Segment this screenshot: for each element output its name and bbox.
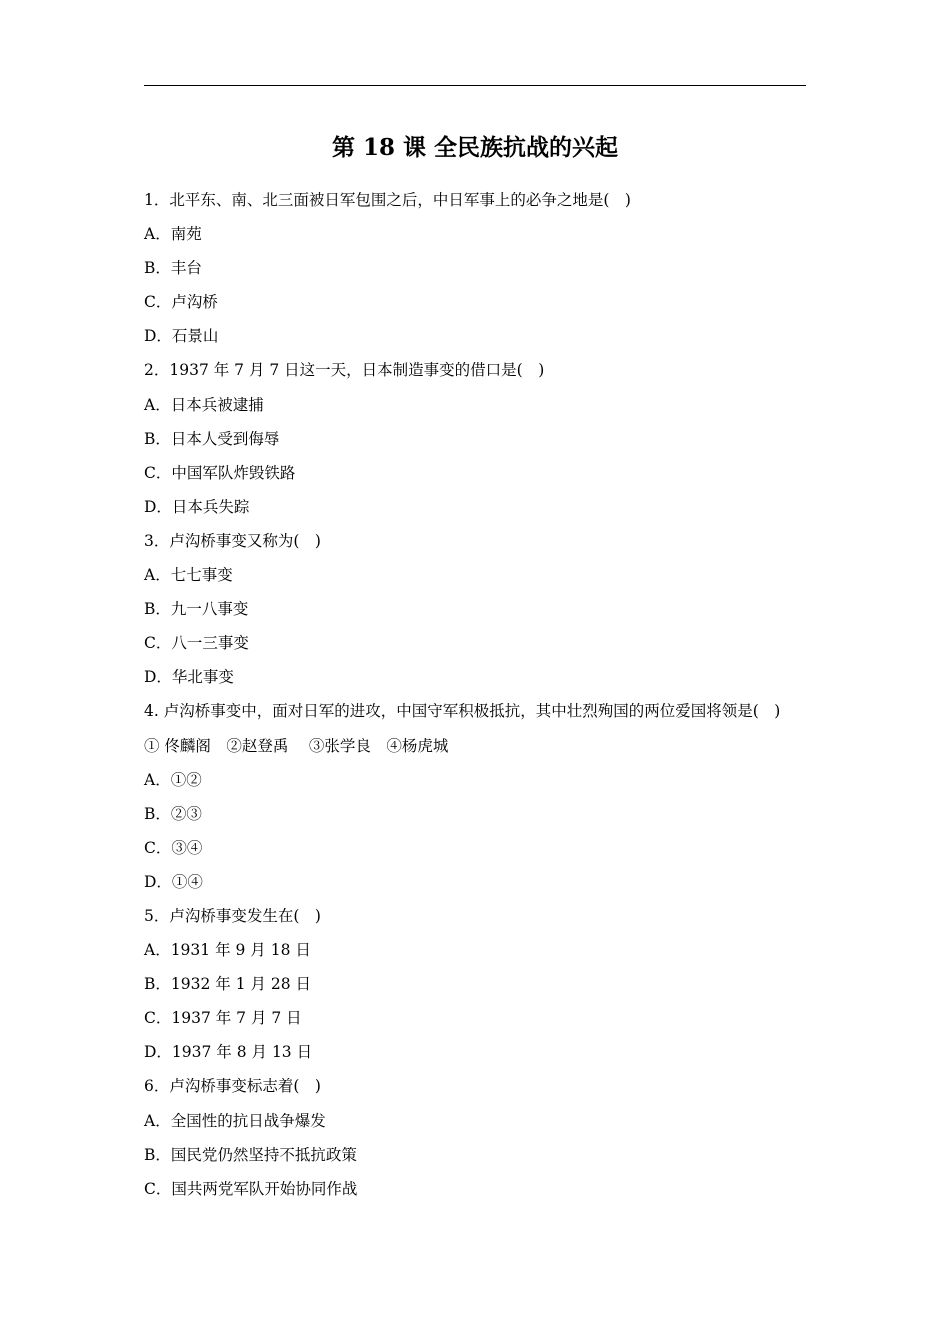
question-stem: 2．1937 年 7 月 7 日这一天，日本制造事变的借口是( )	[144, 361, 545, 380]
option-b: B．国民党仍然坚持不抵抗政策	[144, 1145, 357, 1164]
question-stem: 5．卢沟桥事变发生在( )	[144, 906, 321, 925]
option-c: C．1937 年 7 月 7 日	[144, 1009, 302, 1028]
option-a: A．日本兵被逮捕	[144, 395, 264, 414]
option-d: D．日本兵失踪	[144, 497, 250, 516]
option-b: B．1932 年 1 月 28 日	[144, 975, 312, 994]
page-title: 第 18 课 全民族抗战的兴起	[331, 134, 619, 161]
option-d: D．1937 年 8 月 13 日	[144, 1043, 313, 1062]
option-a: A．七七事变	[144, 566, 233, 585]
question-stem: 4. 卢沟桥事变中，面对日军的进攻，中国守军积极抵抗，其中壮烈殉国的两位爱国将领是( )	[144, 702, 781, 721]
question-stem: 3．卢沟桥事变又称为( )	[144, 531, 321, 550]
option-b: B．九一八事变	[144, 600, 249, 619]
option-a: A．南苑	[144, 225, 202, 244]
option-a: A．①②	[144, 770, 202, 789]
question-stem: 6．卢沟桥事变标志着( )	[144, 1077, 321, 1096]
option-c: C．八一三事变	[144, 634, 249, 653]
option-c: C．国共两党军队开始协同作战	[144, 1179, 358, 1198]
option-a: A．全国性的抗日战争爆发	[144, 1111, 326, 1130]
question-list	[144, 186, 814, 1209]
option-c: C．③④	[144, 838, 203, 857]
option-d: D．①④	[144, 872, 203, 891]
option-c: C．中国军队炸毁铁路	[144, 463, 296, 482]
option-d: D．石景山	[144, 327, 219, 346]
option-b: B．丰台	[144, 259, 202, 278]
header-rule	[144, 85, 806, 86]
option-d: D．华北事变	[144, 668, 234, 687]
option-a: A．1931 年 9 月 18 日	[144, 941, 311, 960]
question-stem: 1．北平东、南、北三面被日军包围之后，中日军事上的必争之地是( )	[144, 191, 631, 209]
option-b: B．日本人受到侮辱	[144, 429, 280, 448]
question-choices-list: ① 佟麟阁 ②赵登禹 ③张学良 ④杨虎城	[144, 736, 449, 755]
option-b: B．②③	[144, 804, 202, 823]
option-c: C．卢沟桥	[144, 293, 218, 312]
